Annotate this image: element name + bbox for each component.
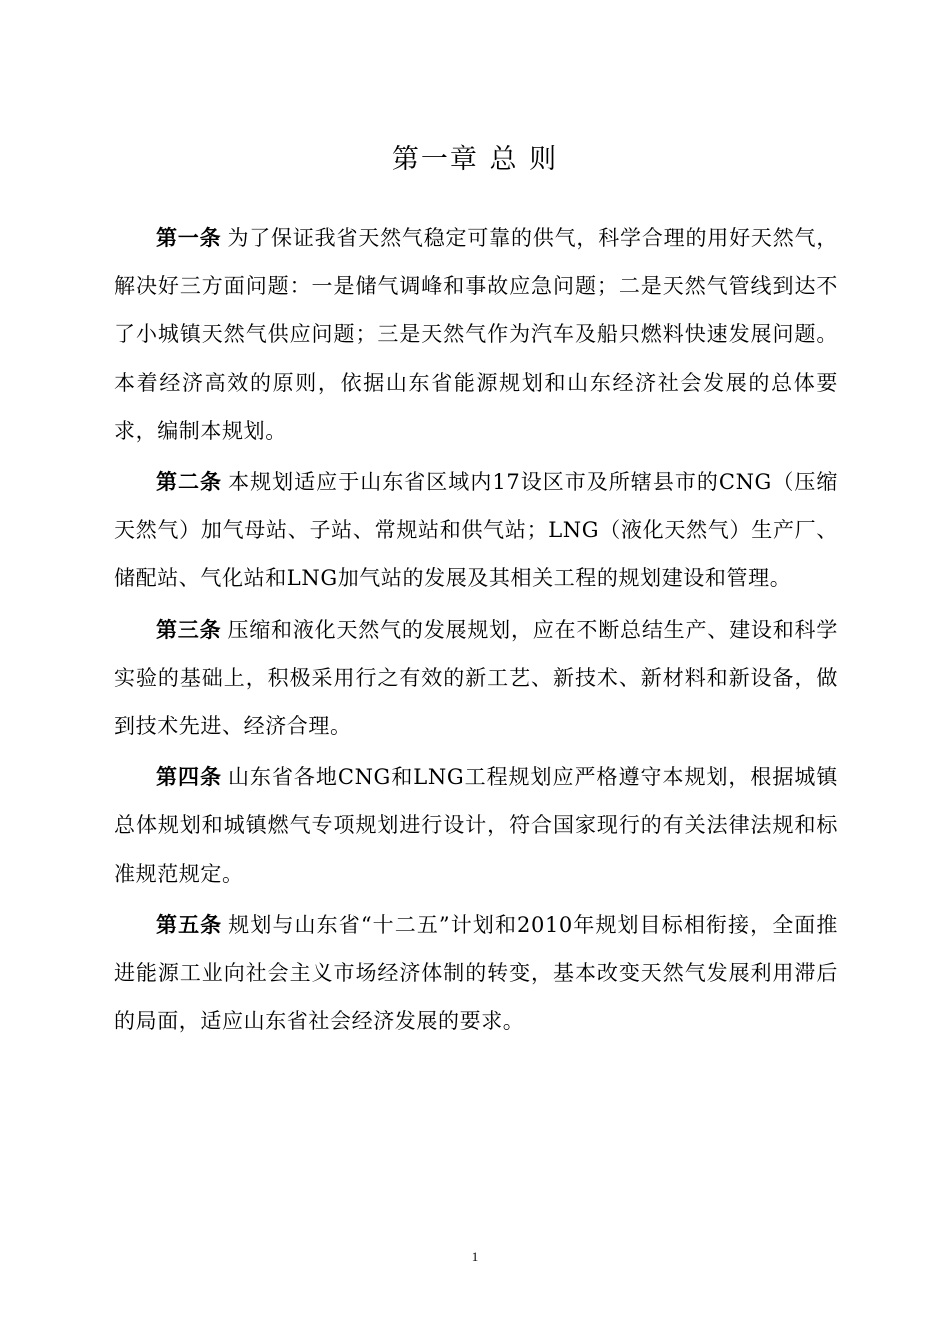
article-text: 本规划适应于山东省区域内17设区市及所辖县市的CNG（压缩天然气）加气母站、子站、常规站和供气站；LNG（液化天然气）生产厂、储配站、气化站和LNG加气站的发展及其相关工程的规划建设和管理。 bbox=[114, 470, 838, 591]
article-number: 第五条 bbox=[156, 912, 223, 937]
article-number: 第四条 bbox=[156, 765, 222, 790]
article-number: 第二条 bbox=[156, 470, 223, 495]
article-number: 第一条 bbox=[156, 226, 222, 250]
article-text: 压缩和液化天然气的发展规划，应在不断总结生产、建设和科学实验的基础上，积极采用行之有效的新工艺、新技术、新材料和新设备，做到技术先进、经济合理。 bbox=[114, 617, 838, 739]
article-5 bbox=[114, 901, 838, 1046]
article-number: 第三条 bbox=[156, 617, 222, 642]
page-number: 1 bbox=[471, 1249, 479, 1264]
chapter-title: 第一章 总 则 bbox=[391, 144, 559, 175]
article-3 bbox=[114, 606, 838, 751]
article-1 bbox=[114, 214, 838, 455]
article-text: 为了保证我省天然气稳定可靠的供气，科学合理的用好天然气，解决好三方面问题：一是储气调峰和事故应急问题；二是天然气管线到达不了小城镇天然气供应问题；三是天然气作为汽车及船只燃料快速发展问题。本着经济高效的原则，依据山东省能源规划和山东经济社会发展的总体要求，编制本规划。 bbox=[114, 226, 838, 443]
article-4 bbox=[114, 753, 838, 898]
article-2 bbox=[114, 458, 838, 603]
article-text: 规划与山东省“十二五”计划和2010年规划目标相衔接，全面推进能源工业向社会主义市场经济体制的转变，基本改变天然气发展利用滞后的局面，适应山东省社会经济发展的要求。 bbox=[114, 912, 838, 1034]
article-text: 山东省各地CNG和LNG工程规划应严格遵守本规划，根据城镇总体规划和城镇燃气专项规划进行设计，符合国家现行的有关法律法规和标准规范规定。 bbox=[114, 765, 838, 886]
document-body bbox=[114, 214, 838, 1048]
